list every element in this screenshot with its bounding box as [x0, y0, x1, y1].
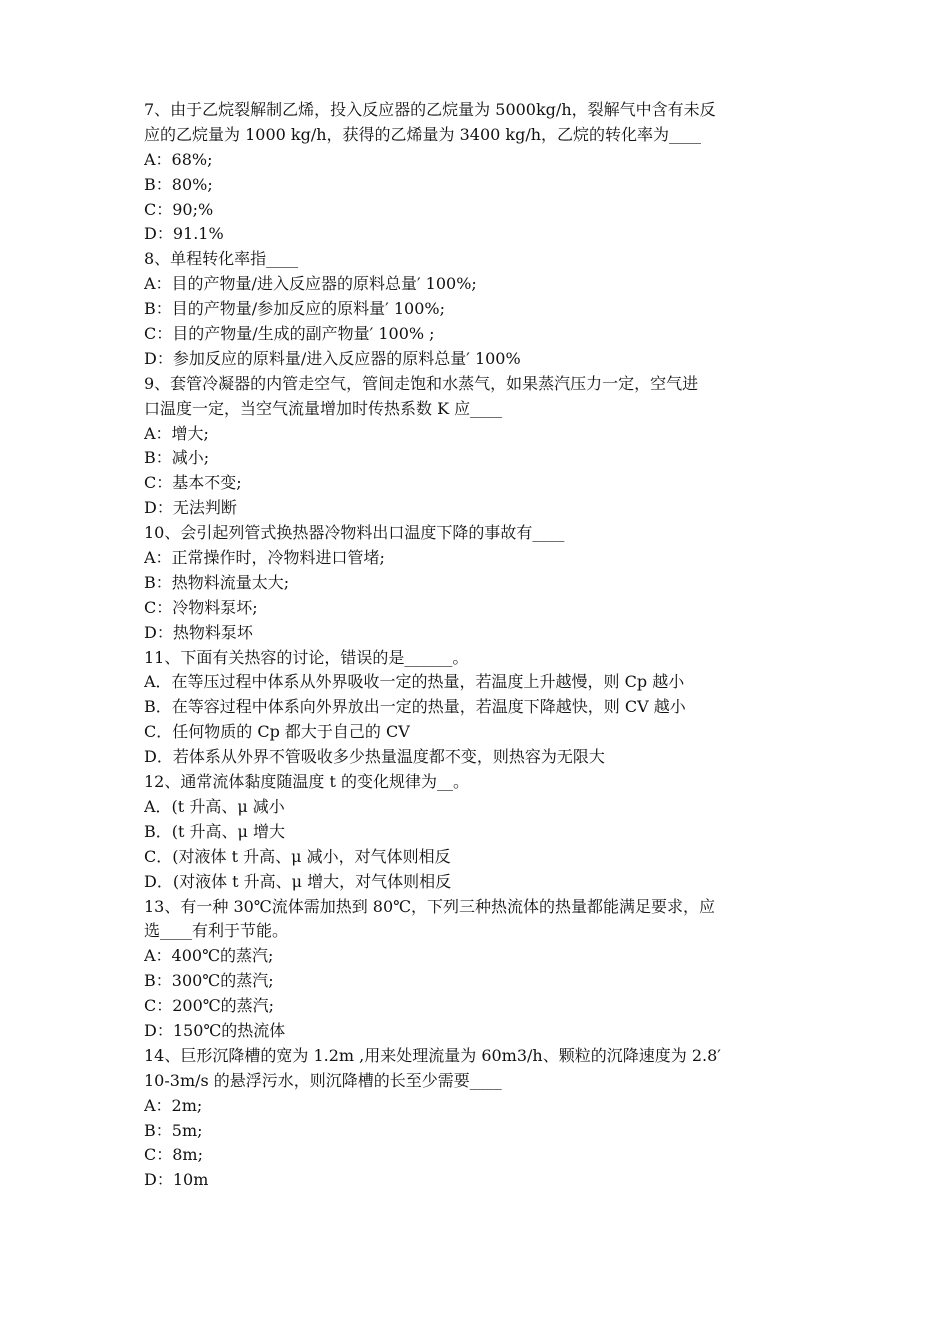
question-10 — [144, 521, 824, 645]
answer-option: C：200℃的蒸汽; — [144, 996, 275, 1016]
answer-option: D：参加反应的原料量/进入反应器的原料总量′ 100% — [144, 348, 521, 368]
answer-option: A：增大; — [144, 423, 209, 443]
question-list — [144, 98, 824, 1193]
answer-option: A．(t 升高、μ 减小 — [144, 796, 285, 816]
question-stem-line: 10、会引起列管式换热器冷物料出口温度下降的事故有____ — [144, 523, 565, 543]
question-7 — [144, 98, 824, 247]
question-9 — [144, 372, 824, 521]
question-stem-line: 12、通常流体黏度随温度 t 的变化规律为__。 — [144, 772, 469, 792]
answer-option: C：8m; — [144, 1145, 203, 1165]
answer-option: D：无法判断 — [144, 498, 237, 518]
answer-option: B：减小; — [144, 448, 210, 468]
answer-option: A：正常操作时，冷物料进口管堵; — [144, 548, 385, 568]
answer-option: D：150℃的热流体 — [144, 1020, 286, 1040]
answer-option: C：90;% — [144, 199, 214, 219]
question-stem-line: 8、单程转化率指____ — [144, 249, 299, 269]
answer-option: B：5m; — [144, 1120, 203, 1140]
answer-option: D：91.1% — [144, 224, 224, 244]
answer-option: B．在等容过程中体系向外界放出一定的热量，若温度下降越快，则 CV 越小 — [144, 697, 686, 717]
answer-option: A：68%; — [144, 149, 213, 169]
answer-option: B：300℃的蒸汽; — [144, 971, 274, 991]
question-8 — [144, 247, 824, 371]
question-stem-line: 口温度一定，当空气流量增加时传热系数 K 应____ — [144, 398, 503, 418]
question-12 — [144, 770, 824, 894]
answer-option: A：400℃的蒸汽; — [144, 946, 274, 966]
answer-option: D．(对液体 t 升高、μ 增大，对气体则相反 — [144, 871, 452, 891]
question-13 — [144, 895, 824, 1044]
answer-option: C：冷物料泵坏; — [144, 597, 258, 617]
answer-option: A：2m; — [144, 1095, 203, 1115]
question-14 — [144, 1044, 824, 1193]
question-stem-line: 14、巨形沉降槽的宽为 1.2m ,用来处理流量为 60m3/h、颗粒的沉降速度为 2.8′ — [144, 1045, 721, 1065]
question-stem-line: 7、由于乙烷裂解制乙烯，投入反应器的乙烷量为 5000kg/h，裂解气中含有未反 — [144, 100, 716, 119]
question-stem-line: 9、套管冷凝器的内管走空气，管间走饱和水蒸气，如果蒸汽压力一定，空气进 — [144, 373, 699, 393]
answer-option: B：目的产物量/参加反应的原料量′ 100%; — [144, 299, 446, 319]
answer-option: B．(t 升高、μ 增大 — [144, 821, 286, 841]
question-stem-line: 选____有利于节能。 — [144, 921, 289, 941]
answer-option: C：基本不变; — [144, 473, 242, 493]
answer-option: D：10m — [144, 1170, 209, 1190]
question-stem-line: 应的乙烷量为 1000 kg/h，获得的乙烯量为 3400 kg/h，乙烷的转化率为____ — [144, 124, 702, 144]
answer-option: C：目的产物量/生成的副产物量′ 100% ; — [144, 324, 435, 344]
answer-option: A．在等压过程中体系从外界吸收一定的热量，若温度上升越慢，则 Cp 越小 — [144, 672, 685, 692]
question-stem-line: 10-3m/s 的悬浮污水，则沉降槽的长至少需要____ — [144, 1070, 502, 1090]
answer-option: D．若体系从外界不管吸收多少热量温度都不变，则热容为无限大 — [144, 747, 605, 767]
answer-option: C．任何物质的 Cp 都大于自己的 CV — [144, 722, 410, 742]
question-stem-line: 11、下面有关热容的讨论，错误的是______。 — [144, 647, 469, 667]
answer-option: B：热物料流量太大; — [144, 572, 290, 592]
answer-option: A：目的产物量/进入反应器的原料总量′ 100%; — [144, 274, 477, 294]
answer-option: D：热物料泵坏 — [144, 622, 253, 642]
answer-option: B：80%; — [144, 174, 213, 194]
question-stem-line: 13、有一种 30℃流体需加热到 80℃，下列三种热流体的热量都能满足要求，应 — [144, 896, 716, 916]
answer-option: C．(对液体 t 升高、μ 减小，对气体则相反 — [144, 846, 451, 866]
question-11 — [144, 646, 824, 770]
